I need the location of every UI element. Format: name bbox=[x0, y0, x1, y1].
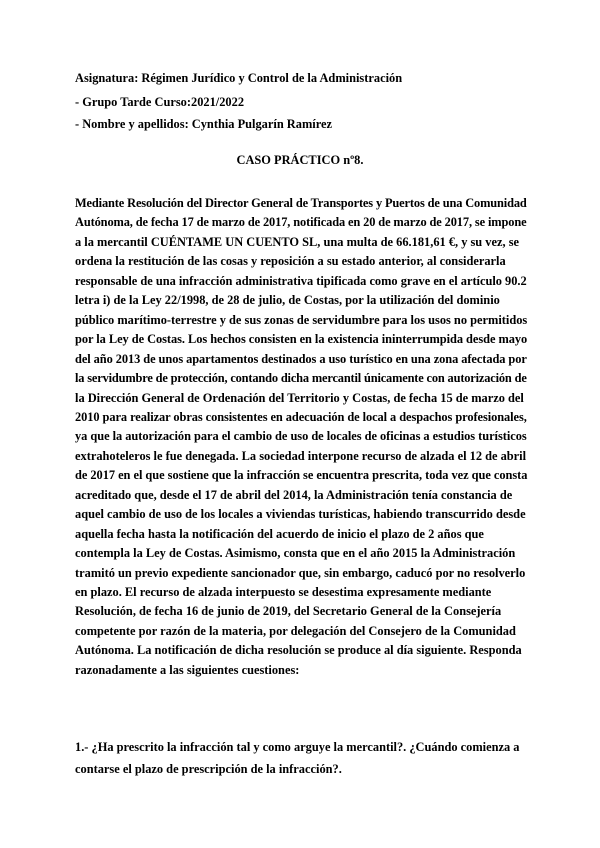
text-line: de 2017 en el que sostiene que la infracción se encuentra prescrita, toda vez que consta bbox=[75, 468, 528, 483]
text-line: la Dirección General de Ordenación del Territorio y Costas, de fecha 15 de marzo del bbox=[75, 390, 524, 405]
text-line: extrahoteleros le fue denegada. La sociedad interpone recurso de alzada el 12 de abril bbox=[75, 448, 527, 463]
text-line: letra i) de la Ley 22/1998, de 28 de julio, de Costas, por la utilización del dominio bbox=[75, 293, 500, 308]
case-title: CASO PRÁCTICO nº8. bbox=[236, 153, 364, 167]
text-line: en plazo. El recurso de alzada interpuesto se desestima expresamente mediante bbox=[75, 585, 492, 599]
text-line: aquella fecha hasta la notificación del acuerdo de inicio el plazo de 2 años que bbox=[75, 526, 484, 541]
text-line: público marítimo-terrestre y de sus zonas de servidumbre para los usos no permitidos bbox=[75, 312, 528, 327]
text-line: responsable de una infracción administrativa tipificada como grave en el artículo 90.2 bbox=[75, 273, 527, 288]
text-line: la servidumbre de protección, contando dicha mercantil únicamente con autorización de bbox=[75, 371, 527, 386]
text-line: aquel cambio de uso de los locales a viviendas turísticas, habiendo transcurrido desde bbox=[75, 507, 526, 522]
text-line: Mediante Resolución del Director General de Transportes y Puertos de una Comunidad bbox=[75, 196, 527, 210]
subject-line: Asignatura: Régimen Jurídico y Control de la Administración bbox=[75, 71, 403, 85]
text-line: Autónoma. La notificación de dicha resolución se produce al día siguiente. Responda bbox=[75, 643, 522, 658]
text-line: tramitó un previo expediente sancionador que, sin embargo, caducó por no resolverlo bbox=[75, 565, 526, 580]
text-line: Resolución, de fecha 16 de junio de 2019, del Secretario General de la Consejería bbox=[75, 604, 502, 619]
text-line: del año 2013 de unos apartamentos destinados a uso turístico en una zona afectada por bbox=[75, 351, 527, 366]
text-line: razonadamente a las siguientes cuestiones: bbox=[75, 662, 300, 677]
text-line: a la mercantil CUÉNTAME UN CUENTO SL, una multa de 66.181,61 €, y su vez, se bbox=[75, 234, 520, 249]
text-line: acreditado que, desde el 17 de abril del 2014, la Administración tenía constancia de bbox=[75, 487, 513, 502]
text-line: competente por razón de la materia, por delegación del Consejero de la Comunidad bbox=[75, 623, 516, 638]
text-line: ordena la restitución de las cosas y reposición a su estado anterior, al considerarla bbox=[75, 254, 506, 269]
text-line: contempla la Ley de Costas. Asimismo, consta que en el año 2015 la Administración bbox=[75, 546, 516, 561]
text-line: por la Ley de Costas. Los hechos consisten en la existencia ininterrumpida desde mayo bbox=[75, 332, 528, 347]
question-line: contarse el plazo de prescripción de la infracción?. bbox=[75, 762, 342, 776]
text-line: Autónoma, de fecha 17 de marzo de 2017, notificada en 20 de marzo de 2017, se impone bbox=[75, 215, 527, 230]
text-line: ya que la autorización para el cambio de uso de locales de oficinas a estudios turísticos bbox=[75, 429, 527, 444]
group-line: - Grupo Tarde Curso:2021/2022 bbox=[75, 95, 245, 109]
name-line: - Nombre y apellidos: Cynthia Pulgarín Ramírez bbox=[75, 117, 332, 131]
text-line: 2010 para realizar obras consistentes en adecuación de local a despachos profesionales, bbox=[75, 409, 527, 424]
question-line: 1.- ¿Ha prescrito la infracción tal y como arguye la mercantil?. ¿Cuándo comienza a bbox=[75, 740, 520, 754]
